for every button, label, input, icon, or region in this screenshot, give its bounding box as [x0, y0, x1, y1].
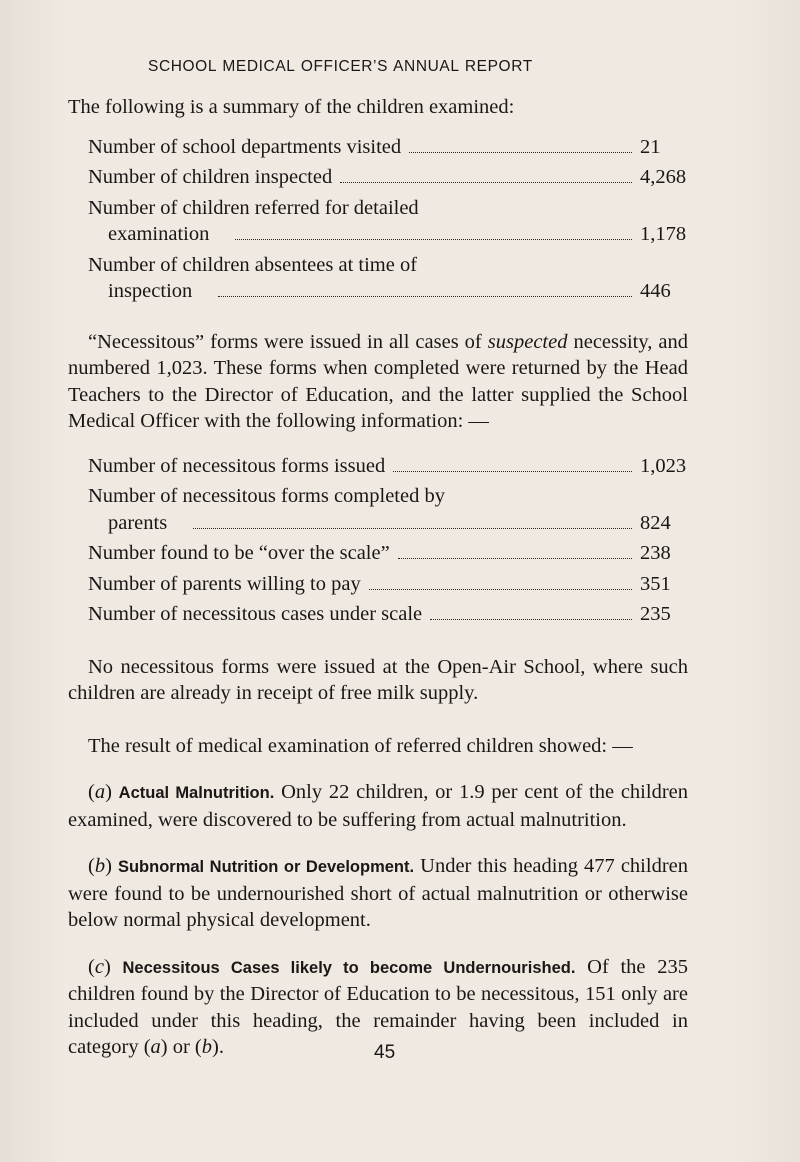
necessitous-paragraph — [68, 329, 688, 435]
category-marker: b — [94, 855, 106, 877]
necessitous-item-label-line1: Number of necessitous forms completed by — [88, 485, 445, 507]
summary-item-value: 1,178 — [640, 223, 687, 245]
necessitous-item-willing-pay — [68, 571, 688, 598]
summary-item-label-line1: Number of children referred for detailed — [88, 196, 419, 219]
summary-item-label-line2: examination — [108, 223, 210, 245]
category-text-part3: ). — [212, 1036, 224, 1058]
category-marker-open: ( — [88, 855, 95, 877]
necessitous-text-prefix: “Necessitous” forms were issued in all cases of — [88, 330, 488, 353]
category-marker-open: ( — [88, 781, 95, 803]
dot-leader — [369, 589, 632, 590]
page-body — [68, 94, 688, 1061]
summary-item-departments — [68, 134, 688, 161]
open-air-paragraph: No necessitous forms were issued at the Open-Air School, where such children are already in receipt of free milk supply. — [68, 655, 688, 704]
category-a-paragraph — [68, 779, 688, 833]
necessitous-item-value: 235 — [640, 603, 671, 625]
necessitous-item-completed — [68, 483, 688, 536]
dot-leader — [393, 471, 632, 472]
dot-leader — [193, 528, 632, 529]
necessitous-item-value: 238 — [640, 542, 671, 564]
necessitous-item-label: Number of necessitous cases under scale — [88, 603, 423, 625]
dot-leader — [218, 296, 632, 297]
category-heading: Necessitous Cases likely to become Undernourished. — [122, 958, 576, 977]
summary-item-referred — [68, 195, 688, 248]
dot-leader — [409, 152, 632, 153]
summary-item-absentees — [68, 252, 688, 305]
dot-leader — [235, 239, 632, 240]
necessitous-item-label-line2: parents — [108, 511, 168, 534]
summary-item-value: 21 — [640, 135, 661, 158]
category-marker-close: ) — [105, 855, 112, 877]
category-text: Only 22 children, or 1.9 per cent of the children examined, were discovered to be suffering from actual malnutrition. — [68, 781, 689, 831]
necessitous-item-label: Number of parents willing to pay — [88, 572, 361, 595]
summary-list — [68, 134, 688, 305]
category-marker-close: ) — [103, 955, 111, 978]
category-b-paragraph — [68, 853, 688, 934]
dot-leader — [430, 619, 632, 620]
summary-item-label-line1: Number of children absentees at time of — [88, 253, 418, 276]
summary-item-label: Number of children inspected — [88, 166, 333, 188]
page-number: 45 — [374, 1042, 396, 1063]
category-ref-a: a — [150, 1036, 161, 1058]
summary-item-inspected — [68, 164, 688, 191]
necessitous-item-value: 1,023 — [640, 454, 687, 477]
category-text-part2: ) or ( — [160, 1036, 202, 1058]
category-heading: Subnormal Nutrition or Development. — [117, 858, 415, 876]
necessitous-item-under-scale — [68, 601, 688, 628]
necessitous-list — [68, 453, 688, 628]
necessitous-item-label: Number found to be “over the scale” — [88, 542, 390, 564]
summary-item-label-line2: inspection — [108, 280, 193, 302]
result-paragraph: The result of medical examination of referred children showed: — — [88, 734, 633, 757]
summary-item-value: 4,268 — [640, 166, 687, 188]
dot-leader — [398, 558, 632, 559]
necessitous-text-suffix: necessity, and numbered 1,023. These forms when completed were returned by the Head Teachers to the Director of Education, and the latter supplied the School Medical Officer with the following information: — — [68, 330, 688, 432]
category-marker: c — [94, 955, 104, 978]
necessitous-item-value: 824 — [640, 511, 671, 534]
necessitous-item-label: Number of necessitous forms issued — [88, 454, 386, 477]
necessitous-item-issued — [68, 453, 688, 480]
category-text-part1: Of the 235 children found by the Director of Education to be necessitous, 151 only are included under this heading, the remainder having been included in category ( — [68, 955, 688, 1058]
category-ref-b: b — [201, 1036, 213, 1058]
necessitous-text-italic: suspected — [487, 330, 568, 353]
category-marker: a — [94, 781, 106, 803]
necessitous-item-value: 351 — [640, 572, 671, 595]
category-marker-close: ) — [105, 781, 112, 803]
running-header: SCHOOL MEDICAL OFFICER’S ANNUAL REPORT — [148, 58, 533, 75]
category-heading: Actual Malnutrition. — [118, 784, 275, 802]
summary-item-label: Number of school departments visited — [88, 135, 402, 158]
category-marker-open: ( — [88, 955, 95, 978]
summary-intro: The following is a summary of the children examined: — [68, 96, 515, 118]
necessitous-item-over-scale — [68, 540, 688, 567]
dot-leader — [340, 182, 632, 183]
category-text: Under this heading 477 children were found to be undernourished short of actual malnutrition or otherwise below normal physical development. — [68, 855, 688, 931]
summary-item-value: 446 — [640, 280, 671, 302]
